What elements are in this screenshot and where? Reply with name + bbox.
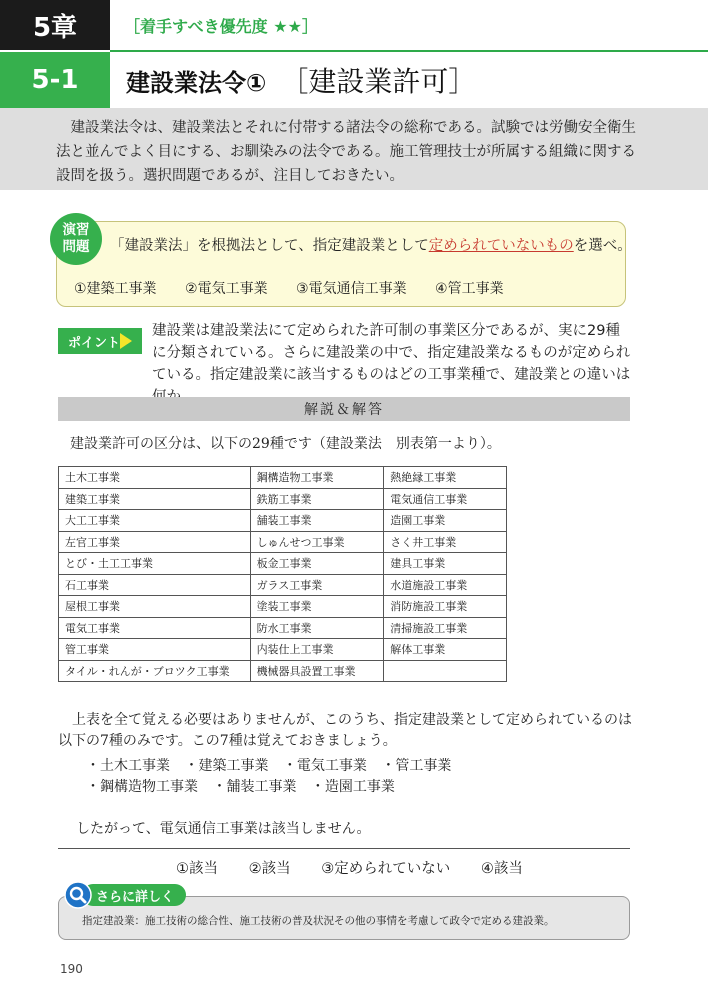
- table-cell: 清掃施設工事業: [384, 617, 507, 639]
- table-cell: しゅんせつ工事業: [250, 531, 384, 553]
- table-cell: タイル・れんが・ブロツク工事業: [59, 660, 251, 682]
- table-cell: 防水工事業: [250, 617, 384, 639]
- more-detail-text: 指定建設業：施工技術の総合性、施工技術の普及状況その他の事情を考慮して政令で定める建設業。: [82, 915, 555, 927]
- table-row: [59, 639, 507, 661]
- exercise-badge: [50, 213, 102, 265]
- section-title-sub: ［建設業許可］: [280, 65, 477, 98]
- table-row: [59, 488, 507, 510]
- license-table: [58, 466, 507, 682]
- final-answer-2: ②該当: [248, 861, 291, 877]
- table-row: [59, 574, 507, 596]
- list-item: ・造園工事業: [310, 779, 395, 795]
- table-intro: 建設業許可の区分は、以下の29種です（建設業法 別表第一より）。: [70, 436, 501, 452]
- final-answer-3: ③定められていない: [321, 861, 451, 877]
- table-row: [59, 531, 507, 553]
- option-4: ④管工事業: [435, 281, 504, 297]
- table-cell: 管工事業: [59, 639, 251, 661]
- chapter-label: 5章: [0, 0, 110, 50]
- point-arrow-icon: [120, 333, 132, 349]
- point-text: 建設業は建設業法にて定められた許可制の事業区分であるが、実に29種に分類されている。さらに建設業の中で、指定建設業なるものが定められている。指定建設業に該当するものはどの工事業種で、建設業との違いは: [152, 323, 631, 383]
- table-cell: とび・土工工事業: [59, 553, 251, 575]
- table-cell: 鋼構造物工事業: [250, 467, 384, 489]
- list-item: ・管工事業: [381, 758, 452, 774]
- page-number: 190: [60, 962, 83, 976]
- table-row: [59, 617, 507, 639]
- section-title: [126, 60, 476, 100]
- table-cell: 内装仕上工事業: [250, 639, 384, 661]
- table-cell: 電気通信工事業: [384, 488, 507, 510]
- section-title-main: 建設業法令①: [126, 69, 267, 97]
- more-detail-badge: さらに詳しく: [82, 884, 186, 906]
- table-cell: 板金工事業: [250, 553, 384, 575]
- table-cell: 電気工事業: [59, 617, 251, 639]
- table-cell: 塗装工事業: [250, 596, 384, 618]
- list-item: ・建築工事業: [184, 758, 269, 774]
- table-row: [59, 510, 507, 532]
- table-cell: 建築工事業: [59, 488, 251, 510]
- exercise-question: [110, 234, 632, 255]
- exercise-badge-line2: 問題: [62, 239, 90, 255]
- option-1: ①建築工事業: [74, 281, 157, 297]
- exercise-badge-line1: 演習: [62, 222, 90, 238]
- table-cell: 大工工事業: [59, 510, 251, 532]
- table-cell: 水道施設工事業: [384, 574, 507, 596]
- divider: [58, 848, 630, 849]
- answer-bar: 解説＆解答: [58, 397, 630, 421]
- table-cell: [384, 660, 507, 682]
- list-item: ・電気工事業: [282, 758, 367, 774]
- table-cell: 解体工事業: [384, 639, 507, 661]
- table-cell: ガラス工事業: [250, 574, 384, 596]
- list-item: ・土木工事業: [86, 758, 170, 774]
- final-answer-4: ④該当: [480, 861, 523, 877]
- table-cell: 建具工事業: [384, 553, 507, 575]
- magnifier-icon: [64, 881, 92, 909]
- question-post: を選べ。: [573, 238, 632, 254]
- final-answer-1: ①該当: [176, 861, 218, 877]
- list-item: ・鋼構造物工事業: [86, 779, 198, 795]
- intro-text: 建設業法令は、建設業法とそれに付帯する諸法令の総称である。試験では労働安全衛生法と並んでよく目にする、お馴染みの法令である。施工管理技士が所属する組織に関する設問を扱う。選択問題であるが、注目しておきたい。: [56, 120, 636, 184]
- table-cell: 機械器具設置工事業: [250, 660, 384, 682]
- table-row: [59, 467, 507, 489]
- final-answers: [176, 857, 549, 878]
- table-cell: さく井工事業: [384, 531, 507, 553]
- point-badge: ポイント: [58, 328, 142, 354]
- option-3: ③電気通信工事業: [296, 281, 407, 297]
- table-row: [59, 596, 507, 618]
- designated-list-row-1: [86, 755, 461, 775]
- table-row: [59, 553, 507, 575]
- table-cell: 消防施設工事業: [384, 596, 507, 618]
- table-row: [59, 660, 507, 682]
- table-cell: 舗装工事業: [250, 510, 384, 532]
- section-number: 5-1: [0, 52, 110, 108]
- table-cell: 左官工事業: [59, 531, 251, 553]
- therefore-text: したがって、電気通信工事業は該当しません。: [76, 821, 371, 837]
- exercise-options: [74, 278, 528, 298]
- table-cell: 鉄筋工事業: [250, 488, 384, 510]
- priority-label: ［着手すべき優先度 ★★］: [124, 17, 318, 36]
- option-2: ②電気工事業: [185, 281, 268, 297]
- designated-list-row-2: [86, 776, 405, 796]
- list-item: ・舗装工事業: [212, 779, 297, 795]
- table-cell: 石工事業: [59, 574, 251, 596]
- question-pre: 「建設業法」を根拠法として、指定建設業として: [110, 238, 429, 254]
- table-cell: 熱絶縁工事業: [384, 467, 507, 489]
- question-highlight: 定められていないもの: [428, 238, 574, 254]
- table-cell: 屋根工事業: [59, 596, 251, 618]
- table-cell: 土木工事業: [59, 467, 251, 489]
- table-cell: 造園工事業: [384, 510, 507, 532]
- after-text: 上表を全て覚える必要はありませんが、このうち、指定建設業として定められているのは以下の7種のみです。この7種は覚えておきましょう。: [58, 712, 632, 749]
